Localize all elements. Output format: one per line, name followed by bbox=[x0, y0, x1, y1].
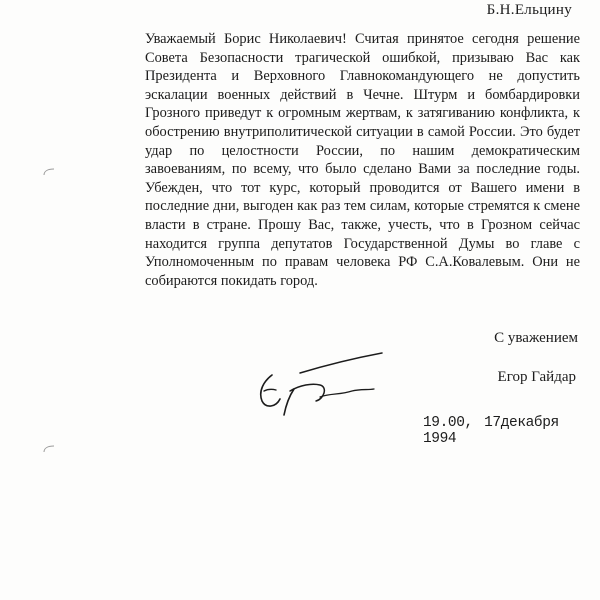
addressee: Б.Н.Ельцину bbox=[486, 2, 572, 18]
punch-hole-mark bbox=[42, 445, 56, 453]
letter-date: 19.00, 17декабря 1994 bbox=[423, 415, 559, 447]
closing-line: С уважением bbox=[494, 330, 578, 346]
handwritten-signature bbox=[250, 345, 390, 425]
signer-name: Егор Гайдар bbox=[497, 369, 576, 385]
punch-hole-mark bbox=[42, 168, 56, 176]
letter-body: Уважаемый Борис Николаевич! Считая принятое сегодня решение Совета Безопасности трагической ошибкой, призываю Вас как Президента и Верховного Главнокомандующего не допустить эскалации военных действий в Чечне. Штурм и бомбардировки Грозного приведут к огромным жертвам, к затягиванию конфликта, к обострению внутриполитической ситуации в самой России. Это будет удар по целостности России, по нашим демократическим завоеваниям, по всему, что было сделано Вами за последние годы. Убежден, что тот курс, который проводится от Вашего имени в последние дни, выгоден как раз тем силам, которые стремятся к смене власти в стране. Прошу Вас, также, учесть, что в Грозном сейчас находится группа депутатов Государственной Думы во главе с Уполномоченным по правам человека РФ С.А.Ковалевым. Они не собираются покидать город. bbox=[145, 31, 580, 289]
